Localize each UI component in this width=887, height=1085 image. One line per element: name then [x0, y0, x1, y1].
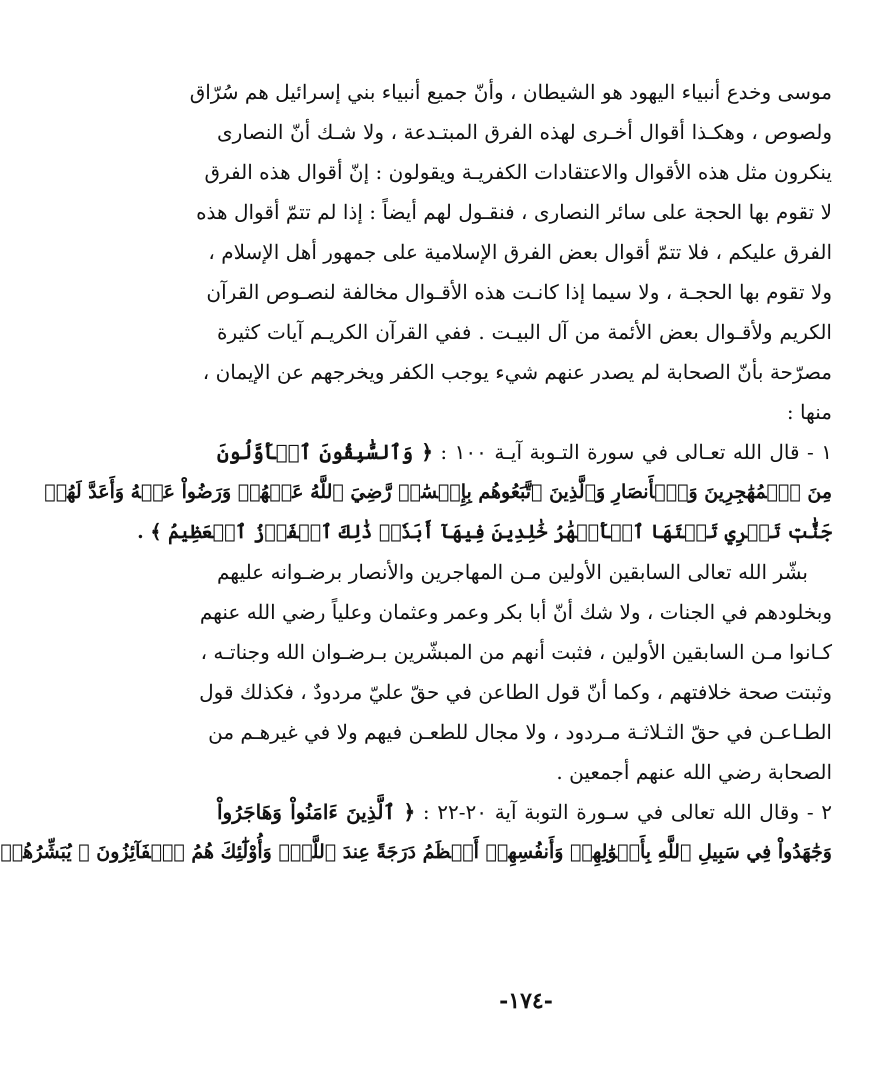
- verse-1-intro: ١ - قال الله تعـالى في سورة التـوبة آيـة ١٠٠ :: [440, 440, 832, 464]
- body-text-line: الصحابة رضي الله عنهم أجمعين .: [556, 760, 832, 784]
- body-text-line: منها :: [786, 400, 832, 424]
- verse-1-first-line: [217, 432, 832, 472]
- verse-2-quran-line: وَجَٰهَدُواْ فِي سَبِيلِ ٱللَّهِ بِأَمۡوَٰلِهِمۡ وَأَنفُسِهِمۡ أَعۡظَمُ دَرَجَةً عِندَ ٱللَّهِۚ وَأُوْلَٰٓئِكَ هُمُ ٱلۡفَآئِزُونَ ۞ يُبَشِّرُهُمۡ: [0, 841, 832, 863]
- body-text-line: ولصوص ، وهكـذا أقوال أخـرى لهذه الفرق المبتـدعة ، ولا شـك أنّ النصارى: [217, 120, 832, 144]
- body-text-line: موسى وخدع أنبياء اليهود هو الشيطان ، وأنّ جميع أنبياء بني إسرائيل هم سُرّاق: [189, 80, 832, 104]
- body-text-line: الطـاعـن في حقّ الثـلاثـة مـردود ، ولا مجال للطعـن فيهم ولا في غيرهـم من: [208, 720, 832, 744]
- body-text-line: ولا تقوم بها الحجـة ، ولا سيما إذا كانـت هذه الأقـوال مخالفة لنصـوص القرآن: [206, 280, 832, 304]
- verse-1-quran-start: ﴿ وَٱلسَّٰبِقُونَ ٱلۡأَوَّلُونَ: [217, 440, 433, 464]
- page-number: -١٧٤-: [499, 988, 553, 1014]
- verse-1-quran-line: جَنَّٰتٖ تَجۡرِي تَحۡتَهَا ٱلۡأَنۡهَٰرُ خَٰلِدِينَ فِيهَآ أَبَدٗاۚ ذَٰلِكَ ٱلۡفَوۡزُ ٱلۡعَظِيمُ ﴾ .: [137, 521, 832, 543]
- body-text-line: وثبتت صحة خلافتهم ، وكما أنّ قول الطاعن في حقّ عليّ مردودٌ ، فكذلك قول: [199, 680, 832, 704]
- body-text-line: الفرق عليكم ، فلا تتمّ أقوال بعض الفرق الإسلامية على جمهور أهل الإسلام ،: [208, 240, 832, 264]
- body-text-line: ينكرون مثل هذه الأقوال والاعتقادات الكفريـة ويقولون : إنّ أقوال هذه الفرق: [204, 160, 832, 184]
- body-text-line: كـانوا مـن السابقين الأولين ، فثبت أنهم من المبشّرين بـرضـوان الله وجناتـه ،: [200, 640, 832, 664]
- body-text-line: الكريم ولأقـوال بعض الأئمة من آل البيـت . ففي القرآن الكريـم آيات كثيرة: [217, 320, 832, 344]
- verse-2-quran-start: ﴿ ٱلَّذِينَ ءَامَنُواْ وَهَاجَرُواْ: [217, 800, 416, 824]
- body-text-line: بشّر الله تعالى السابقين الأولين مـن المهاجرين والأنصار برضـوانه عليهم: [217, 560, 808, 584]
- verse-1-quran-line: مِنَ ٱلۡمُهَٰجِرِينَ وَٱلۡأَنصَارِ وَٱلَّذِينَ ٱتَّبَعُوهُم بِإِحۡسَٰنٖ رَّضِيَ ٱللَّهُ عَنۡهُمۡ وَرَضُواْ عَنۡهُ وَأَعَدَّ لَهُمۡ: [44, 481, 832, 503]
- verse-2-first-line: [217, 792, 832, 832]
- body-text-line: لا تقوم بها الحجة على سائر النصارى ، فنقـول لهم أيضاً : إذا لم تتمّ أقوال هذه: [196, 200, 832, 224]
- body-text-line: مصرّحة بأنّ الصحابة لم يصدر عنهم شيء يوجب الكفر ويخرجهم عن الإيمان ،: [202, 360, 832, 384]
- verse-2-intro: ٢ - وقال الله تعالى في سـورة التوبة آية ٢٠-٢٢ :: [422, 800, 833, 824]
- body-text-line: وبخلودهم في الجنات ، ولا شك أنّ أبا بكر وعمر وعثمان وعلياً رضي الله عنهم: [199, 600, 832, 624]
